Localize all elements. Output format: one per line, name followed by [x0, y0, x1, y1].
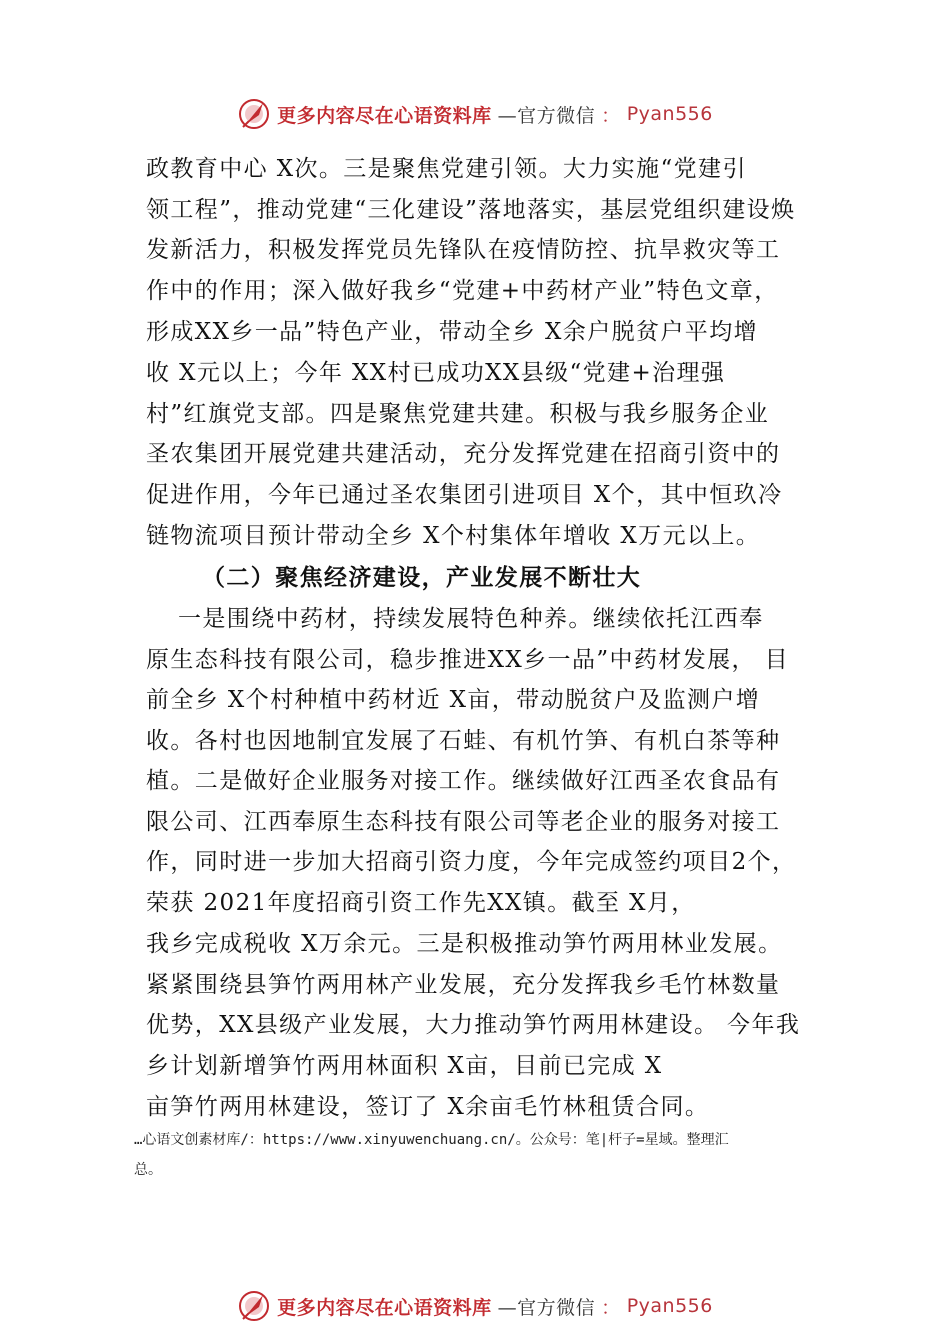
banner-wechat-id: Pyan556 — [626, 1295, 713, 1317]
body-line: 紧紧围绕县笋竹两用林产业发展，充分发挥我乡毛竹林数量 — [146, 972, 781, 998]
body-line: 我乡完成税收 X万余元。三是积极推动笋竹两用林业发展。 — [146, 931, 783, 957]
banner-separator: —官方微信 — [497, 104, 596, 127]
body-line: 收 X元以上；今年 XX村已成功XX县级“党建+治理强 — [146, 360, 726, 386]
body-line: 促进作用，今年已通过圣农集团引进项目 X个，其中恒玖冷 — [146, 482, 783, 508]
body-line: 荣获 2021年度招商引资工作先XX镇。截至 X月， — [146, 890, 696, 916]
banner-title: 更多内容尽在心语资料库 — [277, 1296, 492, 1319]
body-line: 形成XX乡一品”特色产业，带动全乡 X余户脱贫户平均增 — [146, 319, 758, 345]
banner-separator: —官方微信 — [497, 1296, 596, 1319]
quill-logo-icon — [237, 97, 271, 131]
banner-title: 更多内容尽在心语资料库 — [277, 104, 492, 127]
body-line: 原生态科技有限公司，稳步推进XX乡一品”中药材发展， 目 — [146, 647, 790, 673]
body-line: 村”红旗党支部。四是聚焦党建共建。积极与我乡服务企业 — [146, 401, 770, 427]
banner-colon: ： — [601, 104, 621, 127]
body-line: 一是围绕中药材，持续发展特色种养。继续依托江西奉 — [178, 606, 764, 632]
body-line: 领工程”，推动党建“三化建设”落地落实，基层党组织建设焕 — [146, 197, 796, 223]
footnote-line: …心语文创素材库/：https://www.xinyuwenchuang.cn/。公众号：笔|杆子=星域。整理汇 — [134, 1132, 729, 1148]
footnote-line: 总。 — [134, 1162, 162, 1178]
banner-wechat-id: Pyan556 — [626, 103, 713, 125]
banner-colon: ： — [601, 1296, 621, 1319]
body-line: 前全乡 X个村种植中药材近 X亩，带动脱贫户及监测户增 — [146, 687, 761, 713]
body-line: 植。二是做好企业服务对接工作。继续做好江西圣农食品有 — [146, 768, 781, 794]
body-line: 作，同时进一步加大招商引资力度，今年完成签约项目2个， — [146, 849, 797, 875]
body-line: 收。各村也因地制宜发展了石蛙、有机竹笋、有机白茶等种 — [146, 728, 781, 754]
footer-banner — [0, 1284, 950, 1328]
body-line: 优势，XX县级产业发展，大力推动笋竹两用林建设。 今年我 — [146, 1012, 801, 1038]
section-heading: （二）聚焦经济建设，产业发展不断壮大 — [202, 564, 642, 591]
quill-logo-icon — [237, 1289, 271, 1323]
body-line: 作中的作用；深入做好我乡“党建+中药材产业”特色文章， — [146, 278, 779, 304]
header-banner — [0, 92, 950, 136]
body-line: 发新活力，积极发挥党员先锋队在疫情防控、抗旱救灾等工 — [146, 237, 781, 263]
body-line: 乡计划新增笋竹两用林面积 X亩，目前已完成 X — [146, 1053, 663, 1079]
body-line: 圣农集团开展党建共建活动，充分发挥党建在招商引资中的 — [146, 441, 781, 467]
body-line: 限公司、江西奉原生态科技有限公司等老企业的服务对接工 — [146, 809, 781, 835]
body-line: 链物流项目预计带动全乡 X个村集体年增收 X万元以上。 — [146, 523, 761, 549]
body-line: 政教育中心 X次。三是聚焦党建引领。大力实施“党建引 — [146, 156, 747, 182]
body-line: 亩笋竹两用林建设，签订了 X余亩毛竹林租赁合同。 — [146, 1094, 710, 1120]
